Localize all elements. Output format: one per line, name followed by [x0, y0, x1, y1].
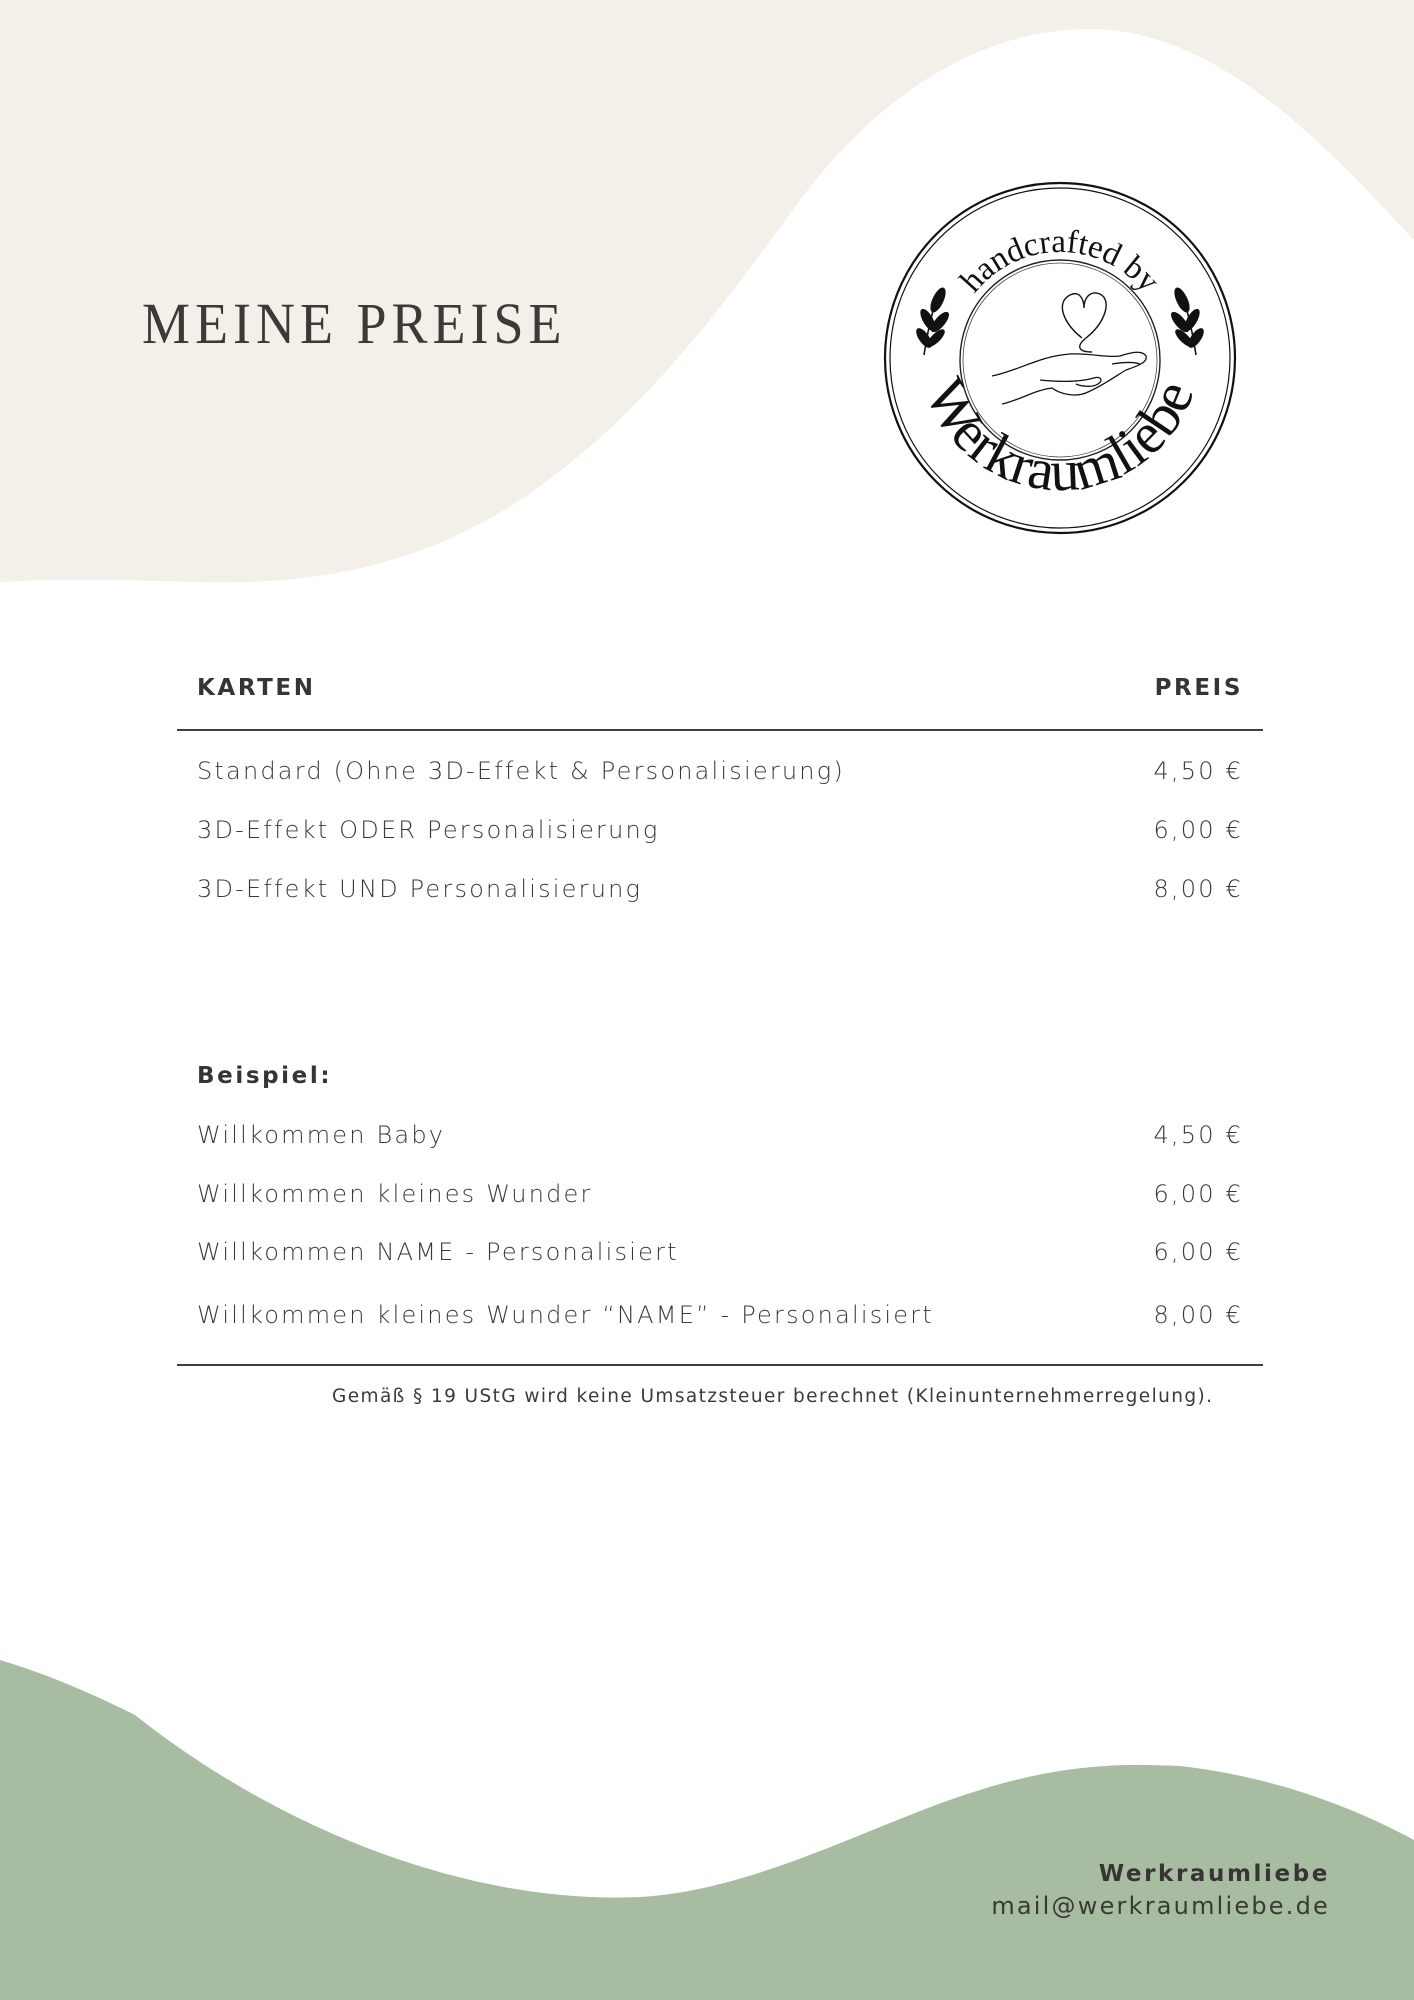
row-label: Standard (Ohne 3D-Effekt & Personalisierung): [197, 757, 845, 785]
table-divider: [177, 729, 1263, 731]
row-price: 6,00 €: [1153, 816, 1243, 844]
logo-badge: [880, 180, 1240, 540]
page-title: MEINE PREISE: [142, 291, 567, 356]
sage-bottom-wave: [0, 1660, 1414, 2000]
footer-brand: Werkraumliebe: [1098, 1861, 1330, 1887]
row-label: Willkommen Baby: [197, 1121, 446, 1149]
row-label: Willkommen kleines Wunder “NAME” - Personalisiert: [197, 1301, 934, 1329]
logo-top-text: handcrafted by: [953, 223, 1167, 300]
heart-icon: [1062, 293, 1106, 352]
footer-contact: [991, 1858, 1330, 1922]
row-price: 4,50 €: [1153, 1121, 1243, 1149]
table-divider-bottom: [177, 1364, 1263, 1366]
row-price: 8,00 €: [1153, 1301, 1243, 1329]
footer-email-link[interactable]: mail@werkraumliebe.de: [991, 1892, 1330, 1920]
row-price: 6,00 €: [1153, 1180, 1243, 1208]
leaf-branch-icon: [914, 286, 951, 355]
logo-bottom-text: Werkraumliebe: [912, 368, 1207, 504]
hand-icon: [992, 352, 1146, 404]
table-row: [197, 875, 1243, 903]
column-header-karten: KARTEN: [197, 675, 316, 701]
table-row: [197, 816, 1243, 844]
column-header-preis: PREIS: [1154, 675, 1243, 701]
table-header: [197, 675, 1243, 701]
examples-heading: Beispiel:: [197, 1063, 333, 1089]
row-label: 3D-Effekt UND Personalisierung: [197, 875, 643, 903]
row-price: 4,50 €: [1153, 757, 1243, 785]
tax-note: Gemäß § 19 UStG wird keine Umsatzsteuer berechnet (Kleinunternehmerregelung).: [332, 1386, 1214, 1407]
row-label: Willkommen kleines Wunder: [197, 1180, 593, 1208]
row-label: Willkommen NAME - Personalisiert: [197, 1238, 679, 1266]
row-price: 6,00 €: [1153, 1238, 1243, 1266]
example-row: [197, 1180, 1243, 1208]
row-label: 3D-Effekt ODER Personalisierung: [197, 816, 660, 844]
row-price: 8,00 €: [1153, 875, 1243, 903]
example-row: [197, 1301, 1243, 1329]
examples-heading-row: [197, 1063, 1243, 1089]
leaf-branch-icon: [1169, 286, 1206, 355]
example-row: [197, 1121, 1243, 1149]
table-row: [197, 757, 1243, 785]
example-row: [197, 1238, 1243, 1266]
